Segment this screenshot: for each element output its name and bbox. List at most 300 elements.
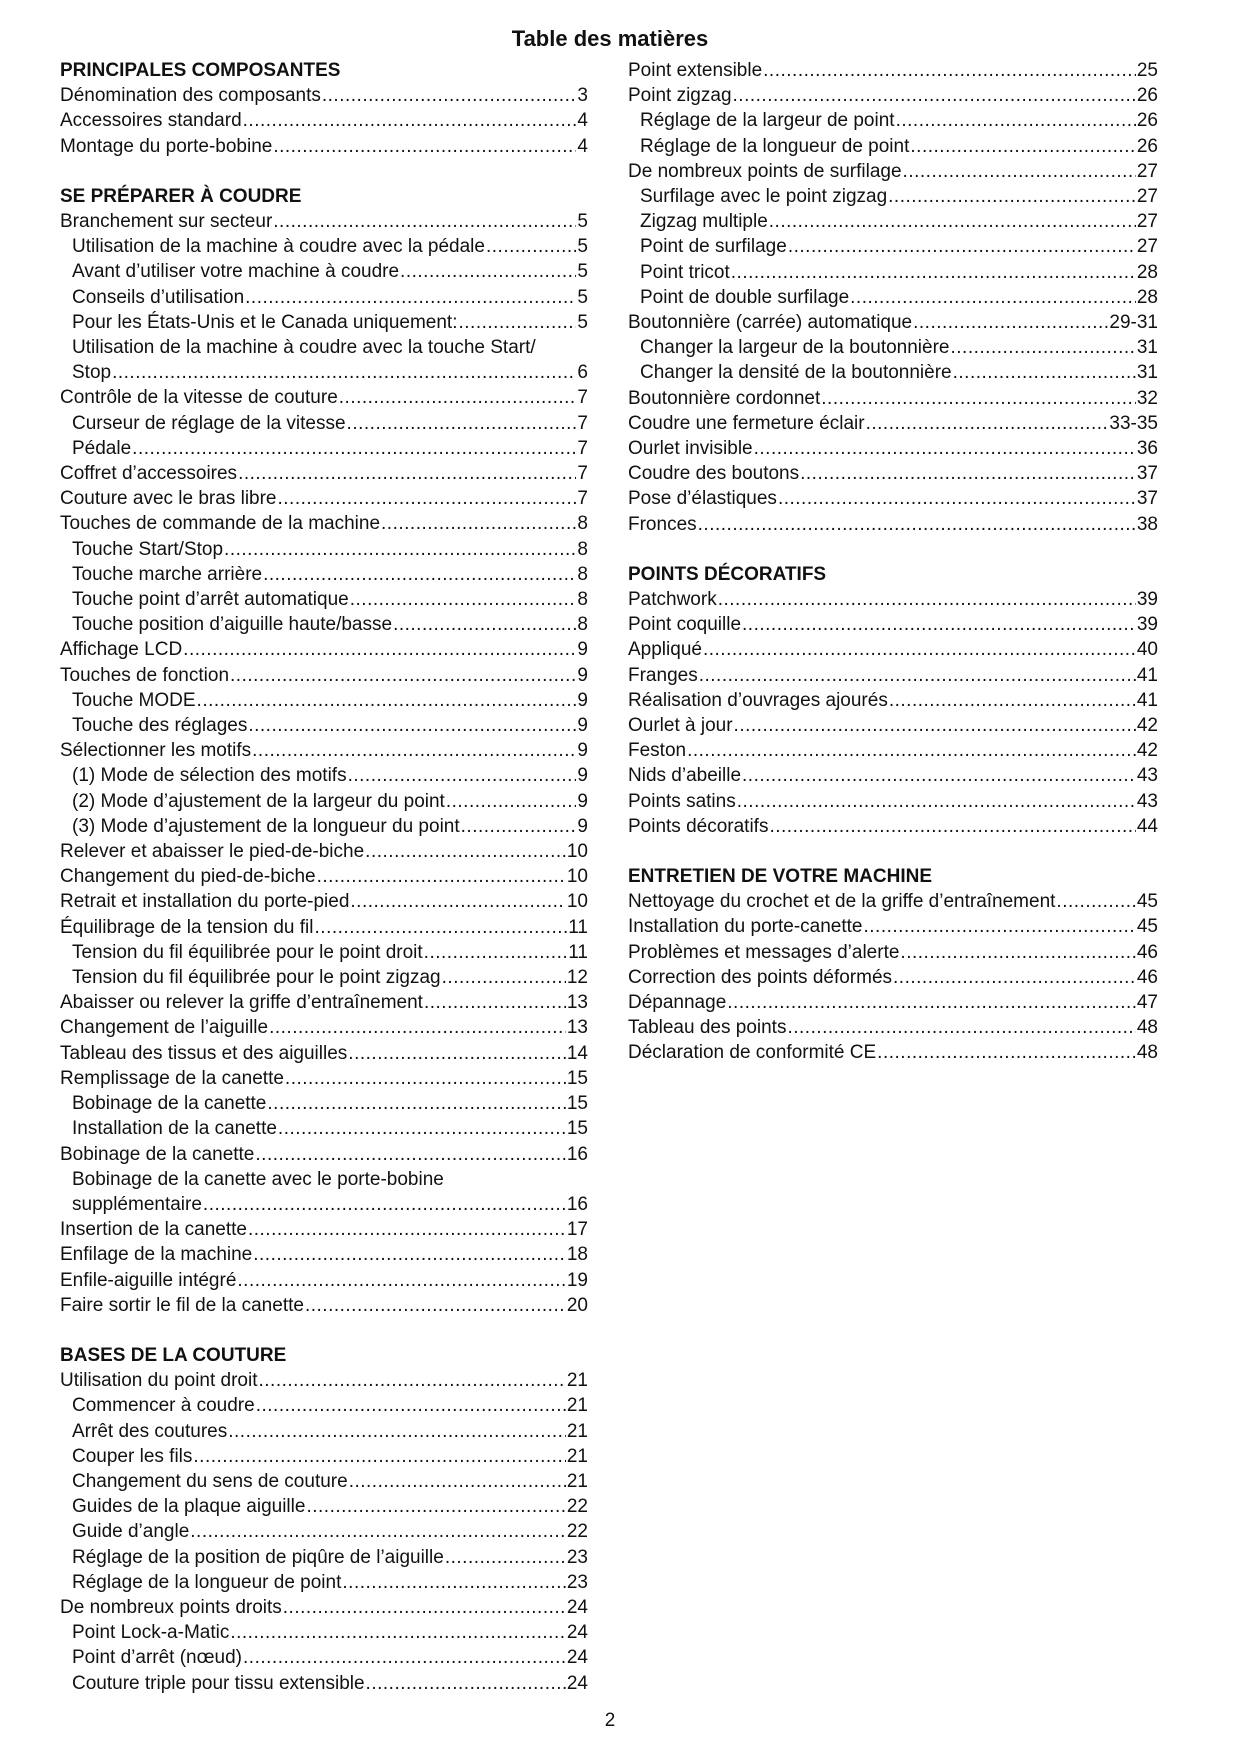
entry-page-number: 21: [566, 1395, 588, 1417]
toc-subentry[interactable]: [60, 1444, 588, 1469]
toc-subentry[interactable]: [60, 763, 588, 788]
entry-page-number: 13: [566, 992, 588, 1014]
toc-subentry[interactable]: [60, 1192, 588, 1217]
dot-leader: [365, 839, 566, 864]
entry-title: Patchwork: [628, 589, 717, 611]
page-title: Table des matières: [511, 26, 709, 51]
entry-page-number: 22: [566, 1521, 588, 1543]
entry-title: Pédale: [72, 437, 132, 459]
toc-entry[interactable]: [60, 738, 588, 763]
dot-leader: [400, 259, 576, 284]
entry-page-number: 9: [577, 815, 588, 837]
entry-page-number: 24: [566, 1596, 588, 1618]
toc-subentry[interactable]: [628, 360, 1158, 385]
toc-entry[interactable]: [628, 486, 1158, 511]
toc-subentry[interactable]: [60, 285, 588, 310]
entry-page-number: 9: [577, 715, 588, 737]
toc-subentry[interactable]: [60, 562, 588, 587]
entry-title: Changement du pied-de-biche: [60, 866, 316, 888]
toc-subentry[interactable]: [628, 134, 1158, 159]
dot-leader: [224, 537, 576, 562]
dot-leader: [727, 990, 1136, 1015]
toc-section: [628, 58, 1158, 537]
entry-page-number: 21: [566, 1420, 588, 1442]
entry-title: Boutonnière cordonnet: [628, 387, 821, 409]
toc-subentry[interactable]: [60, 688, 588, 713]
toc-entry[interactable]: [60, 209, 588, 234]
toc-entry[interactable]: [60, 1293, 588, 1318]
toc-entry[interactable]: [628, 612, 1158, 637]
entry-page-number: 43: [1136, 765, 1158, 787]
dot-leader: [687, 738, 1136, 763]
toc-subentry[interactable]: [60, 310, 588, 335]
entry-page-number: 14: [566, 1042, 588, 1064]
toc-entry[interactable]: [628, 159, 1158, 184]
dot-leader: [278, 1116, 566, 1141]
entry-title: Équilibrage de la tension du fil: [60, 916, 314, 938]
dot-leader: [273, 209, 576, 234]
entry-page-number: 8: [577, 589, 588, 611]
entry-page-number: 9: [577, 765, 588, 787]
entry-page-number: 21: [566, 1445, 588, 1467]
dot-leader: [273, 134, 576, 159]
dot-leader: [896, 108, 1136, 133]
toc-entry[interactable]: [60, 1595, 588, 1620]
entry-page-number: 48: [1136, 1042, 1158, 1064]
dot-leader: [256, 1393, 566, 1418]
toc-entry[interactable]: [628, 814, 1158, 839]
entry-page-number: 23: [566, 1546, 588, 1568]
toc-entry[interactable]: [60, 486, 588, 511]
dot-leader: [734, 713, 1136, 738]
toc-entry[interactable]: [60, 1368, 588, 1393]
entry-title: Réglage de la position de piqûre de l’aiguille: [72, 1546, 444, 1568]
entry-title: Insertion de la canette: [60, 1219, 247, 1241]
dot-leader: [347, 411, 577, 436]
toc-subentry[interactable]: [60, 1620, 588, 1645]
toc-subentry[interactable]: [60, 1545, 588, 1570]
entry-title: Couture triple pour tissu extensible: [72, 1672, 365, 1694]
toc-subentry[interactable]: [60, 411, 588, 436]
entry-page-number: 41: [1136, 664, 1158, 686]
entry-title: Touches de commande de la machine: [60, 513, 381, 535]
toc-entry[interactable]: [628, 310, 1158, 335]
toc-entry[interactable]: [628, 914, 1158, 939]
entry-title: Touche MODE: [72, 689, 196, 711]
entry-title: Pose d’élastiques: [628, 488, 777, 510]
toc-subentry[interactable]: [628, 209, 1158, 234]
entry-title: Tension du fil équilibrée pour le point droit: [72, 941, 423, 963]
entry-page-number: 10: [566, 841, 588, 863]
dot-leader: [248, 713, 576, 738]
entry-title: (3) Mode d’ajustement de la longueur du point: [72, 815, 460, 837]
toc-subentry[interactable]: [60, 259, 588, 284]
dot-leader: [778, 486, 1136, 511]
toc-entry[interactable]: [60, 915, 588, 940]
entry-title: Point de double surfilage: [640, 286, 850, 308]
entry-title: Installation de la canette: [72, 1118, 277, 1140]
entry-title: Appliqué: [628, 639, 702, 661]
dot-leader: [445, 1545, 566, 1570]
entry-page-number: 28: [1136, 261, 1158, 283]
entry-title: Dépannage: [628, 992, 727, 1014]
toc-subentry[interactable]: [60, 1167, 588, 1192]
toc-subentry[interactable]: [60, 1419, 588, 1444]
dot-leader: [953, 360, 1136, 385]
dot-leader: [306, 1494, 565, 1519]
toc-section: [60, 1343, 588, 1696]
toc-entry[interactable]: [628, 713, 1158, 738]
dot-leader: [366, 1671, 566, 1696]
entry-title: Tableau des tissus et des aiguilles: [60, 1042, 348, 1064]
dot-leader: [889, 688, 1136, 713]
entry-title: Fronces: [628, 513, 697, 535]
toc-entry[interactable]: [628, 58, 1158, 83]
toc-subentry[interactable]: [60, 713, 588, 738]
entry-page-number: 45: [1136, 891, 1158, 913]
entry-title: Arrêt des coutures: [72, 1420, 228, 1442]
entry-page-number: 9: [577, 790, 588, 812]
toc-subentry[interactable]: [60, 789, 588, 814]
toc-entry[interactable]: [628, 940, 1158, 965]
toc-subentry[interactable]: [60, 965, 588, 990]
toc-entry[interactable]: [628, 436, 1158, 461]
toc-entry[interactable]: [628, 1040, 1158, 1065]
toc-subentry[interactable]: [60, 1494, 588, 1519]
entry-page-number: 31: [1136, 337, 1158, 359]
toc-subentry[interactable]: [60, 612, 588, 637]
toc-subentry[interactable]: [628, 260, 1158, 285]
entry-title: Remplissage de la canette: [60, 1067, 284, 1089]
entry-page-number: 21: [566, 1370, 588, 1392]
toc-entry[interactable]: [60, 385, 588, 410]
entry-page-number: 31: [1136, 362, 1158, 384]
entry-title: Touche position d’aiguille haute/basse: [72, 614, 393, 636]
toc-subentry[interactable]: [60, 814, 588, 839]
dot-leader: [183, 637, 576, 662]
toc-entry[interactable]: [60, 864, 588, 889]
toc-entry[interactable]: [60, 1242, 588, 1267]
dot-leader: [245, 285, 576, 310]
entry-title: Relever et abaisser le pied-de-biche: [60, 841, 365, 863]
entry-title: Changer la densité de la boutonnière: [640, 362, 952, 384]
section-heading: BASES DE LA COUTURE: [60, 1344, 287, 1366]
entry-page-number: 6: [577, 362, 588, 384]
toc-entry[interactable]: [628, 663, 1158, 688]
toc-entry[interactable]: [628, 587, 1158, 612]
dot-leader: [1056, 889, 1135, 914]
entry-page-number: 41: [1136, 689, 1158, 711]
entry-title: Accessoires standard: [60, 110, 242, 132]
entry-page-number: 5: [577, 261, 588, 283]
toc-subentry[interactable]: [628, 184, 1158, 209]
entry-page-number: 17: [566, 1219, 588, 1241]
toc-subentry[interactable]: [60, 1570, 588, 1595]
dot-leader: [910, 134, 1135, 159]
entry-page-number: 47: [1136, 992, 1158, 1014]
toc-subentry[interactable]: [60, 537, 588, 562]
toc-subentry[interactable]: [628, 285, 1158, 310]
entry-title: Guide d’angle: [72, 1521, 190, 1543]
entry-title: Affichage LCD: [60, 639, 183, 661]
toc-subentry[interactable]: [60, 360, 588, 385]
entry-page-number: 8: [577, 538, 588, 560]
entry-page-number: 5: [577, 210, 588, 232]
entry-title: Coudre des boutons: [628, 463, 800, 485]
dot-leader: [787, 1015, 1135, 1040]
dot-leader: [424, 990, 566, 1015]
toc-entry[interactable]: [628, 386, 1158, 411]
entry-page-number: 8: [577, 614, 588, 636]
entry-title: De nombreux points droits: [60, 1596, 282, 1618]
entry-title: (1) Mode de sélection des motifs: [72, 765, 347, 787]
entry-title: Faire sortir le fil de la canette: [60, 1294, 304, 1316]
dot-leader: [698, 512, 1136, 537]
entry-page-number: 38: [1136, 513, 1158, 535]
dot-leader: [866, 411, 1109, 436]
entry-page-number: 37: [1136, 488, 1158, 510]
dot-leader: [263, 562, 576, 587]
entry-title: (2) Mode d’ajustement de la largeur du point: [72, 790, 445, 812]
entry-page-number: 7: [577, 463, 588, 485]
dot-leader: [951, 335, 1136, 360]
dot-leader: [243, 1645, 566, 1670]
toc-entry[interactable]: [60, 839, 588, 864]
entry-page-number: 7: [577, 488, 588, 510]
toc-entry[interactable]: [628, 990, 1158, 1015]
toc-subentry[interactable]: [60, 940, 588, 965]
toc-subentry[interactable]: [628, 234, 1158, 259]
entry-title: Point zigzag: [628, 85, 732, 107]
toc-entry[interactable]: [60, 1268, 588, 1293]
entry-title: Utilisation de la machine à coudre avec la touche Start/: [72, 337, 536, 358]
toc-section: [60, 184, 588, 1318]
toc-entry[interactable]: [60, 1142, 588, 1167]
entry-page-number: 25: [1136, 60, 1158, 81]
entry-title: Branchement sur secteur: [60, 210, 273, 232]
entry-title: Couture avec le bras libre: [60, 488, 277, 510]
entry-title: Touche Start/Stop: [72, 538, 224, 560]
entry-title: Point tricot: [640, 261, 730, 283]
entry-title: Stop: [72, 362, 112, 384]
entry-title: Curseur de réglage de la vitesse: [72, 412, 346, 434]
toc-entry[interactable]: [628, 512, 1158, 537]
entry-title: Problèmes et messages d’alerte: [628, 941, 900, 963]
dot-leader: [317, 864, 566, 889]
entry-page-number: 15: [566, 1093, 588, 1115]
entry-page-number: 3: [577, 85, 588, 107]
toc-entry[interactable]: [60, 1217, 588, 1242]
toc-subentry[interactable]: [628, 108, 1158, 133]
dot-leader: [252, 738, 576, 763]
entry-page-number: 9: [577, 740, 588, 762]
toc-entry[interactable]: [628, 688, 1158, 713]
dot-leader: [893, 965, 1136, 990]
dot-leader: [424, 940, 568, 965]
entry-page-number: 20: [566, 1294, 588, 1316]
dot-leader: [230, 663, 576, 688]
entry-page-number: 4: [577, 135, 588, 157]
toc-entry[interactable]: [628, 738, 1158, 763]
toc-entry[interactable]: [628, 637, 1158, 662]
entry-title: Changer la largeur de la boutonnière: [640, 337, 950, 359]
dot-leader: [800, 461, 1136, 486]
dot-leader: [393, 612, 576, 637]
toc-entry[interactable]: [628, 965, 1158, 990]
toc-subentry[interactable]: [60, 234, 588, 259]
entry-page-number: 10: [566, 891, 588, 913]
section-heading: ENTRETIEN DE VOTRE MACHINE: [628, 866, 933, 888]
entry-title: Point d’arrêt (nœud): [72, 1647, 243, 1669]
entry-title: Bobinage de la canette: [72, 1093, 267, 1115]
entry-page-number: 5: [577, 311, 588, 333]
section-heading: POINTS DÉCORATIFS: [628, 563, 827, 585]
dot-leader: [278, 486, 577, 511]
toc-entry[interactable]: [60, 461, 588, 486]
dot-leader: [269, 1015, 566, 1040]
entry-title: Commencer à coudre: [72, 1395, 255, 1417]
entry-page-number: 42: [1136, 740, 1158, 762]
dot-leader: [112, 360, 576, 385]
toc-entry[interactable]: [60, 83, 588, 108]
dot-leader: [821, 386, 1136, 411]
entry-title: Coudre une fermeture éclair: [628, 412, 865, 434]
entry-title: Réglage de la longueur de point: [72, 1571, 342, 1593]
entry-page-number: 13: [566, 1017, 588, 1039]
toc-subentry[interactable]: [60, 587, 588, 612]
dot-leader: [718, 587, 1136, 612]
entry-page-number: 27: [1136, 236, 1158, 258]
entry-page-number: 27: [1136, 186, 1158, 208]
toc-entry[interactable]: [628, 461, 1158, 486]
entry-page-number: 9: [577, 664, 588, 686]
dot-leader: [742, 612, 1136, 637]
toc-entry[interactable]: [628, 411, 1158, 436]
entry-title: Enfile-aiguille intégré: [60, 1269, 237, 1291]
entry-page-number: 19: [566, 1269, 588, 1291]
dot-leader: [486, 234, 576, 259]
entry-title: Point de surfilage: [640, 236, 787, 258]
entry-title: Contrôle de la vitesse de couture: [60, 387, 338, 409]
dot-leader: [203, 1192, 566, 1217]
entry-page-number: 15: [566, 1067, 588, 1089]
toc-subentry[interactable]: [60, 436, 588, 461]
entry-title: Feston: [628, 740, 687, 762]
toc-entry[interactable]: [60, 1015, 588, 1040]
dot-leader: [259, 1368, 566, 1393]
entry-title: Avant d’utiliser votre machine à coudre: [72, 261, 400, 283]
entry-page-number: 4: [577, 110, 588, 132]
entry-title: Points satins: [628, 790, 736, 812]
toc-subentry[interactable]: [628, 335, 1158, 360]
toc-entry[interactable]: [628, 763, 1158, 788]
entry-title: Réalisation d’ouvrages ajourés: [628, 689, 888, 711]
toc-entry[interactable]: [60, 990, 588, 1015]
toc-entry[interactable]: [628, 1015, 1158, 1040]
toc-subentry[interactable]: [60, 1645, 588, 1670]
toc-entry[interactable]: [628, 789, 1158, 814]
entry-title: Changement du sens de couture: [72, 1470, 348, 1492]
toc-subentry[interactable]: [60, 1393, 588, 1418]
entry-title: Touches de fonction: [60, 664, 230, 686]
toc-subentry[interactable]: [60, 1469, 588, 1494]
entry-page-number: 39: [1136, 589, 1158, 611]
dot-leader: [788, 234, 1136, 259]
entry-page-number: 22: [566, 1496, 588, 1518]
toc-subentry[interactable]: [60, 335, 588, 360]
section-heading: PRINCIPALES COMPOSANTES: [60, 60, 341, 81]
dot-leader: [190, 1519, 566, 1544]
entry-title: Tableau des points: [628, 1017, 787, 1039]
entry-page-number: 39: [1136, 614, 1158, 636]
toc-subentry[interactable]: [60, 1671, 588, 1696]
dot-leader: [731, 260, 1136, 285]
toc-entry[interactable]: [60, 108, 588, 133]
entry-page-number: 33-35: [1109, 412, 1158, 434]
entry-page-number: 27: [1136, 160, 1158, 182]
toc-subentry[interactable]: [60, 1519, 588, 1544]
entry-page-number: 11: [568, 916, 588, 938]
entry-title: Installation du porte-canette: [628, 916, 863, 938]
dot-leader: [459, 310, 577, 335]
entry-title: Points décoratifs: [628, 815, 769, 837]
toc-entry[interactable]: [628, 889, 1158, 914]
toc-entry[interactable]: [60, 1041, 588, 1066]
dot-leader: [283, 1595, 566, 1620]
entry-title: Zigzag multiple: [640, 211, 768, 233]
toc-subentry[interactable]: [60, 1091, 588, 1116]
dot-leader: [255, 1142, 565, 1167]
toc-entry[interactable]: [60, 637, 588, 662]
toc-entry[interactable]: [60, 663, 588, 688]
entry-title: Touche point d’arrêt automatique: [72, 589, 349, 611]
entry-page-number: 21: [566, 1470, 588, 1492]
entry-title: Réglage de la largeur de point: [640, 110, 895, 132]
dot-leader: [754, 436, 1136, 461]
toc-section: [628, 562, 1158, 839]
toc-entry[interactable]: [60, 511, 588, 536]
entry-page-number: 9: [577, 639, 588, 661]
entry-title: Nids d’abeille: [628, 765, 742, 787]
dot-leader: [442, 965, 566, 990]
entry-page-number: 8: [577, 563, 588, 585]
entry-page-number: 48: [1136, 1017, 1158, 1039]
toc-entry[interactable]: [60, 1066, 588, 1091]
dot-leader: [703, 637, 1136, 662]
entry-title: Montage du porte-bobine: [60, 135, 273, 157]
dot-leader: [913, 310, 1108, 335]
toc-subentry[interactable]: [60, 1116, 588, 1141]
entry-title: Coffret d’accessoires: [60, 463, 238, 485]
entry-page-number: 42: [1136, 715, 1158, 737]
entry-page-number: 11: [568, 941, 588, 963]
entry-title: supplémentaire: [72, 1193, 202, 1215]
dot-leader: [350, 587, 577, 612]
entry-page-number: 18: [566, 1244, 588, 1266]
entry-page-number: 8: [577, 513, 588, 535]
toc-left-column: [60, 58, 588, 1721]
dot-leader: [132, 436, 576, 461]
dot-leader: [900, 940, 1135, 965]
entry-page-number: 5: [577, 286, 588, 308]
entry-title: Sélectionner les motifs: [60, 740, 252, 762]
dot-leader: [237, 1268, 565, 1293]
entry-title: Réglage de la longueur de point: [640, 135, 910, 157]
toc-entry[interactable]: [628, 83, 1158, 108]
dot-leader: [305, 1293, 566, 1318]
toc-entry[interactable]: [60, 889, 588, 914]
toc-entry[interactable]: [60, 134, 588, 159]
